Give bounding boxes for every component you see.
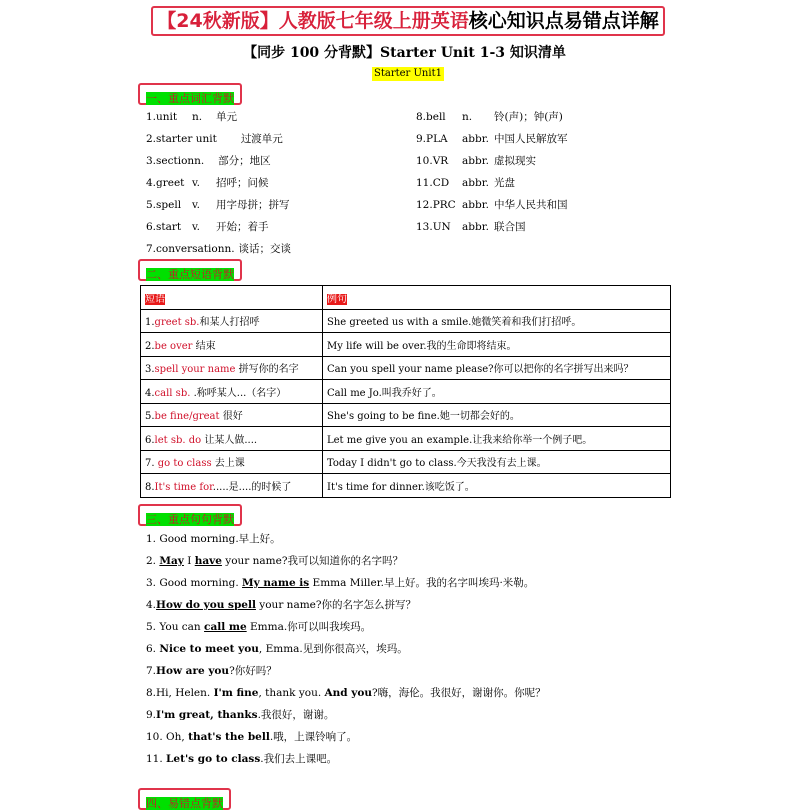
- phrase-meaning: 去上课: [211, 458, 245, 470]
- phrase-meaning: 拼写你的名字: [235, 364, 299, 376]
- example-cell: She's going to be fine.她一切都会好的。: [323, 403, 671, 427]
- table-header-cell: [141, 286, 323, 310]
- phrase-cell: [141, 403, 323, 427]
- sentence-text: Emma.你可以叫我埃玛。: [246, 621, 372, 633]
- vocab-word: 1.unit: [146, 111, 178, 123]
- phrase-number: 5.: [145, 411, 155, 423]
- phrase-meaning: 很好: [219, 411, 243, 423]
- sentence-item: [146, 708, 334, 722]
- vocab-pos: v.: [192, 221, 201, 233]
- vocab-pos: n.: [192, 111, 203, 123]
- phrase-english: let sb. do: [154, 434, 202, 446]
- title-red-part: 【24秋新版】人教版七年级上册英语: [157, 10, 469, 32]
- vocab-word: 7.conversation: [146, 243, 225, 255]
- phrase-number: 4.: [145, 387, 155, 399]
- phrase-cell: [141, 333, 323, 357]
- vocab-item: [416, 154, 536, 168]
- vocab-meaning: 部分；地区: [218, 155, 271, 167]
- sentence-item: [146, 686, 546, 700]
- vocab-pos: abbr.: [462, 221, 489, 233]
- vocab-item: [416, 110, 563, 124]
- example-cell: Can you spell your name please?你可以把你的名字拼写出来吗？: [323, 356, 671, 380]
- sentence-text: 3. Good morning.: [146, 577, 243, 589]
- document-title-banner: [151, 6, 665, 36]
- phrase-meaning: .称呼某人...（名字）: [190, 387, 287, 399]
- sentence-text: , thank you.: [258, 687, 325, 699]
- phrase-meaning: 和某人打招呼: [199, 317, 260, 329]
- phrase-table-header: [141, 286, 671, 310]
- phrase-cell: [141, 380, 323, 404]
- key-phrase-bold: Let's go to class: [166, 753, 261, 765]
- phrase-number: 8.: [145, 481, 155, 493]
- sentence-text: ?嗨，海伦。我很好，谢谢你。你呢？: [372, 687, 546, 699]
- vocab-meaning: 开始；着手: [216, 221, 269, 233]
- vocab-word: 5.spell: [146, 199, 182, 211]
- phrase-cell: [141, 356, 323, 380]
- table-header-cell: [323, 286, 671, 310]
- example-cell: Let me give you an example.让我来给你举一个例子吧。: [323, 427, 671, 451]
- phrase-english: It's time for: [154, 481, 213, 493]
- vocab-pos: abbr.: [462, 199, 489, 211]
- vocab-item: [146, 198, 290, 212]
- vocab-item: [146, 132, 283, 146]
- vocab-pos: abbr.: [462, 155, 489, 167]
- phrase-number: 7.: [145, 458, 158, 470]
- table-row: [141, 309, 671, 333]
- vocab-word: 12.PRC: [416, 199, 456, 211]
- title-black-part: 核心知识点易错点详解: [468, 10, 659, 32]
- phrase-cell: [141, 474, 323, 498]
- phrase-number: 6.: [145, 434, 155, 446]
- section-heading-text: 四、易错点背默: [146, 797, 223, 810]
- document-subtitle: 【同步 100 分背默】Starter Unit 1-3 知识清单: [243, 45, 566, 61]
- sentence-text: 6.: [146, 643, 160, 655]
- phrase-meaning: .....是....的时候了: [212, 481, 292, 493]
- vocab-meaning: 中国人民解放军: [494, 133, 568, 145]
- vocab-meaning: 光盘: [494, 177, 515, 189]
- vocab-meaning: 中华人民共和国: [494, 199, 568, 211]
- vocab-item: [416, 176, 515, 190]
- sentence-text: 2.: [146, 555, 160, 567]
- vocab-word: 10.VR: [416, 155, 449, 167]
- vocab-item: [146, 176, 269, 190]
- phrase-english: greet sb.: [154, 317, 200, 329]
- table-row: [141, 427, 671, 451]
- sentence-item: [146, 598, 416, 612]
- vocab-meaning: 用字母拼；拼写: [216, 199, 290, 211]
- sentence-item: [146, 664, 277, 678]
- key-phrase-underlined: How do you spell: [156, 599, 256, 611]
- phrase-cell: [141, 309, 323, 333]
- key-phrase-bold: Nice to meet you: [159, 643, 259, 655]
- sentence-text: 5. You can: [146, 621, 205, 633]
- phrase-cell: [141, 427, 323, 451]
- sentence-text: your name?你的名字怎么拼写？: [255, 599, 417, 611]
- vocab-meaning: 虚拟现实: [494, 155, 536, 167]
- vocab-meaning: 谈话；交谈: [238, 243, 291, 255]
- phrase-meaning: 让某人做....: [201, 434, 258, 446]
- vocab-meaning: 过渡单元: [240, 133, 283, 145]
- vocab-item: [416, 198, 568, 212]
- sentence-item: [146, 532, 281, 546]
- key-phrase-underlined: call me: [204, 621, 247, 633]
- vocab-meaning: 联合国: [494, 221, 526, 233]
- sentence-text: 1. Good morning.早上好。: [146, 533, 281, 545]
- unit-label: Starter Unit1: [374, 68, 442, 79]
- phrase-english: be fine/great: [154, 411, 220, 423]
- vocab-word: 11.CD: [416, 177, 450, 189]
- section-heading-vocab: [138, 83, 242, 105]
- vocab-meaning: 单元: [216, 111, 237, 123]
- vocab-word: 2.starter unit: [146, 133, 217, 145]
- vocab-item: [416, 132, 568, 146]
- vocab-pos: n.: [224, 243, 235, 255]
- vocab-item: [146, 242, 291, 256]
- sentence-text: 4.: [146, 599, 157, 611]
- sentence-item: [146, 576, 534, 590]
- sentence-text: 9.: [146, 709, 157, 721]
- vocab-item: [146, 110, 237, 124]
- key-phrase-bold: I'm fine: [213, 687, 259, 699]
- sentence-item: [146, 642, 408, 656]
- phrase-table: [140, 285, 671, 498]
- table-row: [141, 403, 671, 427]
- key-phrase-underlined: My name is: [242, 577, 310, 589]
- phrase-english: go to class: [157, 458, 212, 470]
- phrase-english: call sb.: [154, 387, 191, 399]
- vocab-pos: abbr.: [462, 177, 489, 189]
- key-phrase-underlined: have: [194, 555, 222, 567]
- sentence-text: I: [183, 555, 195, 567]
- vocab-word: 6.start: [146, 221, 182, 233]
- phrase-number: 2.: [145, 340, 155, 352]
- phrase-number: 3.: [145, 364, 155, 376]
- sentence-text: .我很好，谢谢。: [257, 709, 335, 721]
- vocab-item: [416, 220, 526, 234]
- vocab-word: 3.section: [146, 155, 195, 167]
- key-phrase-bold: And you: [324, 687, 373, 699]
- header-text: 短语: [145, 293, 165, 305]
- example-cell: She greeted us with a smile.她微笑着和我们打招呼。: [323, 309, 671, 333]
- table-row: [141, 474, 671, 498]
- sentence-text: 10. Oh,: [146, 731, 189, 743]
- vocab-word: 8.bell: [416, 111, 446, 123]
- vocab-pos: n.: [194, 155, 205, 167]
- vocab-item: [146, 220, 269, 234]
- section-heading-text: 三、重点句句背默: [146, 513, 234, 526]
- table-row: [141, 380, 671, 404]
- example-cell: It's time for dinner.该吃饭了。: [323, 474, 671, 498]
- key-phrase-bold: that's the bell: [188, 731, 270, 743]
- sentence-text: 11.: [146, 753, 167, 765]
- sentence-text: , Emma.见到你很高兴，埃玛。: [258, 643, 408, 655]
- sentence-text: .哦，上课铃响了。: [269, 731, 358, 743]
- phrase-english: spell your name: [154, 364, 236, 376]
- sentence-item: [146, 730, 357, 744]
- vocab-pos: v.: [192, 199, 201, 211]
- example-cell: Today I didn't go to class.今天我没有去上课。: [323, 450, 671, 474]
- section-heading-errors: [138, 788, 231, 810]
- table-row: [141, 450, 671, 474]
- section-heading-text: 二、重点短语背默: [146, 268, 234, 281]
- sentence-item: [146, 752, 337, 766]
- vocab-word: 4.greet: [146, 177, 185, 189]
- sentence-text: 7.: [146, 665, 157, 677]
- phrase-number: 1.: [145, 317, 155, 329]
- key-phrase-underlined: May: [159, 555, 184, 567]
- table-row: [141, 333, 671, 357]
- phrase-cell: [141, 450, 323, 474]
- section-heading-text: 一、重点词汇背默: [146, 92, 234, 105]
- vocab-pos: n.: [462, 111, 473, 123]
- phrase-english: be over: [154, 340, 193, 352]
- vocab-meaning: 招呼；问候: [216, 177, 269, 189]
- table-row: [141, 356, 671, 380]
- key-phrase-bold: I'm great, thanks: [156, 709, 258, 721]
- vocab-item: [146, 154, 271, 168]
- vocab-pos: v.: [192, 177, 201, 189]
- vocab-word: 13.UN: [416, 221, 451, 233]
- sentence-text: Emma Miller.早上好。我的名字叫埃玛·米勒。: [309, 577, 535, 589]
- sentence-text: .我们去上课吧。: [260, 753, 338, 765]
- example-cell: Call me Jo.叫我乔好了。: [323, 380, 671, 404]
- sentence-item: [146, 554, 403, 568]
- sentence-item: [146, 620, 371, 634]
- key-phrase-bold: How are you: [156, 665, 230, 677]
- section-heading-sentences: [138, 504, 242, 526]
- vocab-pos: abbr.: [462, 133, 489, 145]
- section-heading-phrases: [138, 259, 242, 281]
- vocab-meaning: 铃(声)；钟(声): [494, 111, 563, 123]
- example-cell: My life will be over.我的生命即将结束。: [323, 333, 671, 357]
- phrase-meaning: 结束: [192, 340, 216, 352]
- header-text: 例句: [327, 293, 347, 305]
- sentence-text: 8.Hi, Helen.: [146, 687, 214, 699]
- sentence-text: your name?我可以知道你的名字吗？: [221, 555, 403, 567]
- vocab-word: 9.PLA: [416, 133, 448, 145]
- sentence-text: ?你好吗？: [229, 665, 277, 677]
